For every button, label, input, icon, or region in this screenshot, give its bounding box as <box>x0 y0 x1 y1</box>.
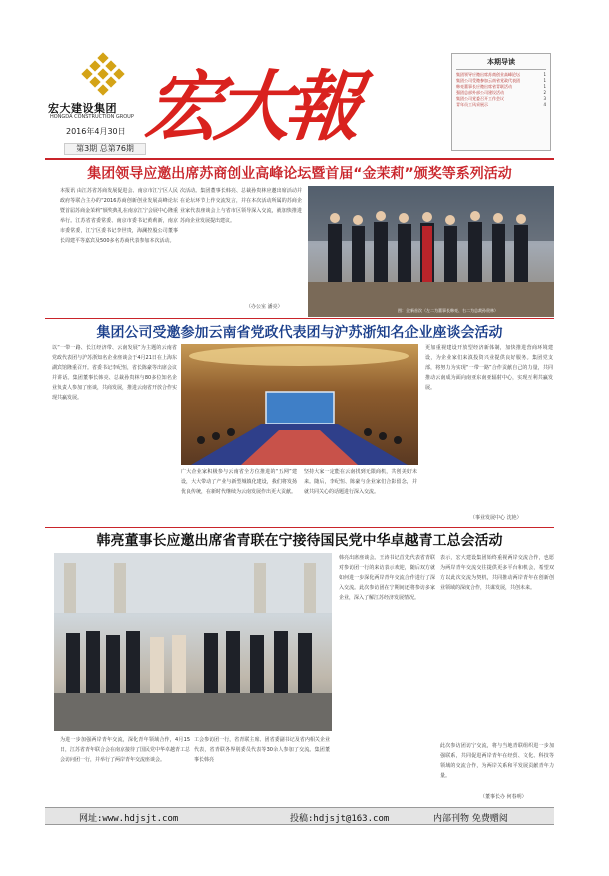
issue-guide-box <box>451 53 551 151</box>
footer-notice: 内部刊物 免费赠阅 <box>433 814 508 824</box>
guide-item[interactable]: 集团公司受邀参加云南省党政代表团 1 <box>456 78 546 83</box>
newspaper-title: 宏大報 <box>140 62 361 151</box>
hongda-logo-icon <box>80 52 126 98</box>
article3-photo <box>54 553 332 731</box>
article3-column: 工会参访团一行，省青联主席、团省委副书记及省内相关企业代表，省青联各界别委员代表等30余人参加了交流。集团董事长韩亮 <box>194 737 330 763</box>
article1-column: 次活动。集团董事长韩亮、总裁孙贵林应邀出席活动并在论坛环节上作交流发言，并在本次活动所属的苏商企业家代表座谈会上与省市区领导深入交流，就加快推进苏商企业发展提出建议。 <box>180 188 302 224</box>
guide-item[interactable]: 集团领导应邀出席苏商创业高峰论坛 1 <box>456 72 546 77</box>
issue-date: 2016年4月30日 <box>66 127 126 136</box>
guide-item[interactable]: 韩亮董事长应邀出席省青联活动 1 <box>456 84 546 89</box>
article3-column: 表示，宏大建设集团始终重视两岸交流合作，也愿为两岸青年交流交往提供更多平台和机会，希望双方以此次交流为契机，共同推动两岸青年在创新创业领域的深度合作，共谋发展，共创未来。 <box>440 555 554 591</box>
header-divider <box>45 158 554 160</box>
section-divider <box>45 318 554 319</box>
article1-byline: （办公室 潘亮） <box>246 304 283 310</box>
article2-column: 更加重视建设开放型经济新体制，加快推进营商环境建设，为企业家们来滇投资兴业提供良好服务。集团党支部，将努力为实现“一带一路”合作贡献自己的力量，共同推动云南成为面向南亚东南亚辐射中心，实现互利共赢发展。 <box>425 345 553 391</box>
issue-number: 第3期 总第76期 <box>64 143 146 155</box>
article1-headline[interactable]: 集团领导应邀出席苏商创业高峰论坛暨首届“金茉莉”颁奖等系列活动 <box>87 166 512 182</box>
article1-column: 本报讯 由江苏省苏商发展促进会、南京市江宁区人民政府等联合主办的“2016苏商创新创业发展高峰论坛暨首届苏商金茉莉”颁奖典礼在南京江宁会展中心隆重举行。江苏省省委常委、南京市委书记黄莉新，南京市委常委，江宁区委书记李世贵，海澜控股公司董事长周建平等嘉宾及500多名苏商代表参加本次活动。 <box>60 188 178 244</box>
footer-email[interactable]: 投稿:hdjsjt@163.com <box>290 814 390 824</box>
article2-column: 以“一带一路、长江经济带、云南发展”为主题的云南省党政代表团与沪苏浙知名企业座谈会于4月21日在上海东湖宾馆隆重召开。省委书记李纪恒，省长陈豪等出席会议并讲话。集团董事长韩亮、总裁孙贵林与80多位知名企业负责人参加了座谈，共商发展，推进云南省开放合作实现共赢发展。 <box>52 345 177 401</box>
article1-photo <box>308 186 554 317</box>
article3-column: 为进一步加强两岸青年交流，深化青年领域合作，4月15日，江苏省青年联合会在南京接待了国民党中华卓越青工总会访问团一行，并举行了两岸青年交流座谈会。 <box>60 737 190 763</box>
article3-column: 此次参访团访宁交流，将与当地青联组织进一步加强联系，共同促进两岸青年在经贸、文化、科技等领域的交流合作，为两岸关系和平发展贡献青年力量。 <box>440 743 554 779</box>
company-name-english: HONGDA CONSTRUCTION GROUP <box>50 114 134 120</box>
article3-headline[interactable]: 韩亮董事长应邀出席省青联在宁接待国民党中华卓越青工总会活动 <box>96 533 503 549</box>
article2-headline[interactable]: 集团公司受邀参加云南省党政代表团与沪苏浙知名企业座谈会活动 <box>96 325 503 341</box>
company-name: 宏大建设集团 <box>48 102 117 115</box>
article1-photo-caption: 图：全新首次（左二为董事长韩亮、右二为总裁孙贵林） <box>398 308 498 313</box>
guide-item[interactable]: 集团公司党委召开工作会议 3 <box>456 96 546 101</box>
article2-column: 坚持大家一定能在云南找到无限商机，共创美好未来。随后，李纪恒、陈豪与企业家们合影留念，并就共同关心的话题进行深入交流。 <box>304 469 417 495</box>
guide-item[interactable]: 强团总部外部公司建设活动 2 <box>456 90 546 95</box>
article2-photo <box>181 344 418 465</box>
article2-column: 广大企业家积极参与云南省全方位推进的“五网”建设，大大带动了产业与新型城镇化建设，我们将发扬优良传统，在新时代继续为云南发展作出更大贡献。 <box>181 469 297 495</box>
footer-website[interactable]: 网址:www.hdjsjt.com <box>79 814 179 824</box>
article3-column: 韩亮出席座谈会。王涛书记首先代表省青联对参访团一行的来访表示欢迎，随后双方就如何进一步深化两岸青年交流合作进行了深入交流。此次参访团在宁期间还将参访多家企业，深入了解江苏经济发展情况。 <box>339 555 435 601</box>
article3-byline: （董事长办 何春明） <box>480 794 527 800</box>
guide-title: 本期导读 <box>456 57 546 70</box>
section-divider <box>45 527 554 528</box>
article2-byline: （事业发展中心 沈艳） <box>470 515 522 521</box>
footer-bar <box>45 807 554 825</box>
guide-item[interactable]: 青年员工风采展示 4 <box>456 102 546 107</box>
